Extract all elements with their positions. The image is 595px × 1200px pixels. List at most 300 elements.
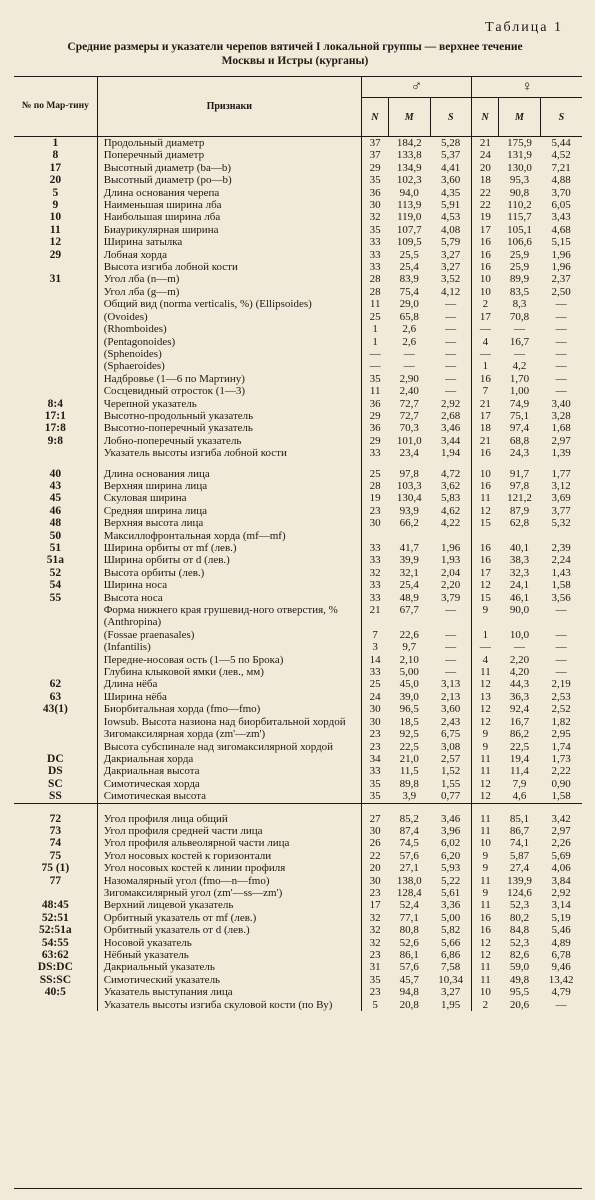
row-number: 5 (52, 186, 59, 199)
female-m: 106,6 (507, 236, 532, 249)
bottom-rule (14, 1188, 582, 1189)
table-row (14, 554, 582, 566)
male-m: 5,00 (399, 666, 419, 679)
female-s: 2,22 (551, 765, 571, 778)
female-n: 17 (472, 224, 499, 236)
male-m: 133,8 (396, 149, 422, 162)
female-m: 62,8 (509, 517, 530, 530)
table-row (14, 311, 582, 323)
female-m: 59,0 (509, 961, 530, 974)
female-n: 20 (472, 162, 499, 174)
row-sign: Назомалярный угол (fmo—n—fmo) (97, 875, 361, 887)
male-m: 21,0 (399, 752, 419, 765)
female-m: — (513, 641, 525, 654)
row-sign: (Rhomboides) (97, 323, 361, 335)
row-sign: Ширина затылка (97, 236, 361, 248)
table-row (14, 899, 582, 911)
row-number: 63 (49, 690, 62, 703)
female-m: 24,3 (509, 447, 530, 460)
male-n: 30 (361, 199, 388, 211)
female-m: 97,8 (509, 479, 530, 492)
table-row (14, 286, 582, 298)
column-header-m-female: M (499, 98, 541, 137)
female-s: 9,46 (551, 961, 571, 974)
male-m: 39,0 (399, 690, 419, 703)
male-n: 11 (361, 298, 388, 310)
male-s: 3,96 (440, 824, 461, 837)
female-s: 1,43 (551, 566, 571, 579)
row-number: 8 (52, 149, 59, 162)
row-number: SC (48, 777, 63, 790)
male-n: 32 (361, 567, 388, 579)
row-number: 73 (49, 824, 62, 837)
female-n: 16 (472, 542, 499, 554)
male-m: 20,8 (399, 998, 419, 1011)
male-s: 5,22 (440, 874, 461, 887)
male-m: 97,8 (399, 467, 419, 480)
female-n: 13 (472, 691, 499, 703)
male-n: 3 (361, 641, 388, 653)
row-number (14, 666, 97, 678)
female-m: 44,3 (509, 678, 530, 691)
male-m: 89,8 (399, 777, 419, 790)
male-s: 5,00 (440, 911, 461, 924)
male-s: 3,46 (440, 422, 461, 435)
row-number (14, 311, 97, 323)
row-sign: Угол лба (n—m) (97, 273, 361, 285)
row-sign: Общий вид (norma verticalis, %) (Ellipsoides) (97, 298, 361, 310)
male-n: 25 (361, 678, 388, 690)
male-s: 1,95 (440, 998, 461, 1011)
table-row (14, 691, 582, 703)
row-sign: Угол носовых костей к линии профиля (97, 862, 361, 874)
female-n: 16 (472, 480, 499, 492)
table-row (14, 579, 582, 591)
table-row (14, 604, 582, 629)
male-m: 39,9 (399, 554, 419, 567)
female-s: 2,50 (551, 285, 571, 298)
row-number: 17:8 (44, 422, 66, 435)
female-m: 124,6 (507, 886, 532, 899)
female-n: 12 (472, 505, 499, 517)
female-s: 7,21 (551, 161, 571, 174)
male-s: 3,27 (440, 248, 461, 261)
male-n: 34 (361, 753, 388, 765)
female-n: 11 (472, 899, 499, 911)
female-m: 175,9 (507, 137, 532, 149)
row-sign: Дакриальная высота (97, 765, 361, 777)
table-row (14, 875, 582, 887)
female-s: 3,40 (551, 397, 571, 410)
row-sign: Скуловая ширина (97, 492, 361, 504)
row-sign: Лобно-поперечный указатель (97, 435, 361, 447)
row-sign: Биаурикулярная ширина (97, 224, 361, 236)
male-n: 35 (361, 974, 388, 986)
male-m: 22,5 (399, 740, 419, 753)
male-m: 128,4 (396, 886, 422, 899)
female-n: 9 (472, 604, 499, 629)
female-m: — (513, 323, 525, 336)
male-n: 1 (361, 336, 388, 348)
male-m: 66,2 (399, 517, 419, 530)
male-m: 92,5 (399, 728, 419, 741)
male-n: 32 (361, 211, 388, 223)
male-n: 1 (361, 323, 388, 335)
male-m: 2,40 (399, 385, 419, 398)
row-sign: Высотно-продольный указатель (97, 410, 361, 422)
female-n: 17 (472, 311, 499, 323)
row-number: 62 (49, 678, 62, 691)
female-m: 46,1 (509, 591, 530, 604)
male-m (388, 530, 430, 542)
male-n: 23 (361, 949, 388, 961)
row-number: 54 (49, 579, 62, 592)
male-m: 72,7 (399, 409, 419, 422)
female-s: 3,70 (551, 186, 571, 199)
female-n: — (472, 323, 499, 335)
female-m: 115,7 (507, 211, 532, 224)
female-s: 2,97 (551, 824, 571, 837)
row-sign: Наибольшая ширина лба (97, 211, 361, 223)
female-m: 25,9 (509, 261, 530, 274)
table-row (14, 790, 582, 803)
male-n: 20 (361, 862, 388, 874)
table-row (14, 435, 582, 447)
female-n: 17 (472, 567, 499, 579)
table-row (14, 567, 582, 579)
female-m: 7,9 (512, 777, 527, 790)
female-s: — (555, 323, 567, 336)
male-s: 5,91 (440, 199, 461, 212)
female-m: 25,9 (509, 248, 530, 261)
male-s: 6,20 (440, 849, 461, 862)
table-caption: Средние размеры и указатели черепов вятичей I локальной группы — верхнее течение Москвы и Истры (курганы) (67, 41, 523, 67)
row-number: 46 (49, 504, 62, 517)
female-m: 92,4 (509, 703, 530, 716)
male-n: 35 (361, 174, 388, 186)
row-number: 75 (49, 849, 62, 862)
male-s: 5,66 (440, 936, 461, 949)
row-sign: Высота изгиба лобной кости (97, 261, 361, 273)
female-s: — (555, 641, 567, 654)
male-s: 2,68 (440, 409, 461, 422)
female-s: 3,12 (551, 479, 571, 492)
table-row (14, 999, 582, 1011)
female-m: 82,6 (509, 949, 530, 961)
female-m: 110,2 (507, 199, 532, 212)
female-s: 5,15 (551, 236, 571, 249)
row-sign: Указатель высоты изгиба скуловой кости (по Ву) (97, 999, 361, 1011)
male-m: 9,7 (402, 641, 417, 654)
row-sign: Форма нижнего края грушевид-ного отверстия, % (Anthropina) (97, 604, 361, 629)
female-m: 1,00 (509, 385, 530, 398)
male-s: 5,82 (440, 924, 461, 937)
male-m: 72,7 (399, 397, 419, 410)
male-n: 28 (361, 480, 388, 492)
table-row (14, 654, 582, 666)
row-number (14, 741, 97, 753)
male-s: 5,37 (440, 149, 461, 162)
table-row (14, 385, 582, 397)
table-row (14, 641, 582, 653)
row-number: 55 (49, 591, 62, 604)
row-number (14, 323, 97, 335)
table-row (14, 592, 582, 604)
male-n: 31 (361, 961, 388, 973)
row-sign: (Sphenoides) (97, 348, 361, 360)
row-sign: Орбитный указатель от d (лев.) (97, 924, 361, 936)
female-m: 52,3 (509, 936, 530, 949)
female-m: 10,0 (509, 628, 530, 641)
female-n: 15 (472, 592, 499, 604)
female-n: 18 (472, 422, 499, 434)
column-header-number: № по Мар-тину (14, 77, 97, 137)
row-sign: Зигомаксилярная хорда (zm'—zm') (97, 728, 361, 740)
row-number (14, 641, 97, 653)
table-row (14, 249, 582, 261)
male-n: 23 (361, 728, 388, 740)
female-s: 3,56 (551, 591, 571, 604)
male-s: 3,79 (440, 591, 461, 604)
female-n: 1 (472, 360, 499, 372)
male-m: 2,10 (399, 653, 419, 666)
male-n: 23 (361, 741, 388, 753)
female-s: 3,28 (551, 409, 571, 422)
male-m: 134,9 (396, 161, 422, 174)
female-s: 3,84 (551, 874, 571, 887)
female-m: 2,20 (509, 653, 530, 666)
row-number: 77 (49, 874, 62, 887)
female-m: 105,1 (507, 223, 532, 236)
male-n: 33 (361, 249, 388, 261)
male-s: 1,94 (440, 447, 461, 460)
male-s: 5,93 (440, 862, 461, 875)
row-sign: Длина основания лица (97, 460, 361, 480)
female-s: 1,58 (551, 790, 571, 803)
row-sign: Длина основания черепа (97, 187, 361, 199)
female-m: 22,5 (509, 740, 530, 753)
female-s: 4,79 (551, 986, 571, 999)
row-number: 52:51 (41, 911, 69, 924)
male-s: 1,93 (440, 554, 461, 567)
table-row (14, 850, 582, 862)
female-n: 12 (472, 716, 499, 728)
row-sign: Iowsub. Высота назиона над биорбитальной хордой (97, 716, 361, 728)
female-m: 121,2 (507, 492, 532, 505)
female-n: 18 (472, 174, 499, 186)
female-n: 11 (472, 803, 499, 825)
female-m: 74,1 (509, 837, 530, 850)
row-number: 31 (49, 273, 62, 286)
female-n: 9 (472, 887, 499, 899)
male-s: 3,60 (440, 703, 461, 716)
female-s: 1,68 (551, 422, 571, 435)
row-number: 51 (49, 542, 62, 554)
row-sign: Высота носа (97, 592, 361, 604)
male-m: 101,0 (396, 434, 422, 447)
female-m: 75,1 (509, 409, 530, 422)
female-s: — (555, 372, 567, 385)
male-m: 74,5 (399, 837, 419, 850)
female-n: 22 (472, 199, 499, 211)
row-sign: Средняя ширина лица (97, 505, 361, 517)
column-header-s-female: S (540, 98, 582, 137)
female-s: 2,53 (551, 690, 571, 703)
female-n: 10 (472, 986, 499, 998)
row-number: SS (48, 790, 62, 803)
female-m (499, 530, 541, 542)
female-m: 8,3 (512, 298, 527, 311)
male-s: — (445, 310, 457, 323)
female-s: — (555, 360, 567, 373)
table-row (14, 716, 582, 728)
male-m: 48,9 (399, 591, 419, 604)
table-label: Таблица 1 (485, 20, 563, 35)
male-n: 30 (361, 716, 388, 728)
male-m: 113,9 (397, 199, 422, 212)
row-sign: Ширина нёба (97, 691, 361, 703)
female-m: 11,4 (510, 765, 529, 778)
male-m: 94,8 (399, 986, 419, 999)
female-n: 16 (472, 554, 499, 566)
row-number (14, 348, 97, 360)
female-m: 68,8 (509, 434, 530, 447)
row-sign: Симотический указатель (97, 974, 361, 986)
male-n: 25 (361, 460, 388, 480)
female-n: 15 (472, 517, 499, 529)
row-sign: (Fossae praenasales) (97, 629, 361, 641)
male-n: 11 (361, 385, 388, 397)
table-row (14, 162, 582, 174)
row-number: 10 (49, 211, 62, 224)
table-row (14, 986, 582, 998)
female-s: — (555, 604, 567, 617)
row-number (14, 716, 97, 728)
female-s: 2,39 (551, 542, 571, 554)
row-number: 17 (49, 161, 62, 174)
male-n: 26 (361, 837, 388, 849)
table-row (14, 137, 582, 150)
male-n: 36 (361, 422, 388, 434)
male-n: 33 (361, 447, 388, 459)
row-number: 52 (49, 566, 62, 579)
male-s: — (445, 604, 457, 617)
male-s: 4,22 (440, 517, 461, 530)
female-n: 16 (472, 924, 499, 936)
female-n: 11 (472, 753, 499, 765)
male-s: 4,08 (440, 223, 461, 236)
male-s: 5,79 (440, 236, 461, 249)
female-m: 86,2 (509, 728, 530, 741)
table-row (14, 961, 582, 973)
row-sign: Ширина орбиты от mf (лев.) (97, 542, 361, 554)
female-s: 1,73 (551, 752, 571, 765)
male-m: 85,2 (388, 803, 430, 825)
row-sign: Верхний лицевой указатель (97, 899, 361, 911)
male-n: 29 (361, 162, 388, 174)
male-m: 57,6 (399, 849, 419, 862)
female-s: 4,52 (551, 149, 571, 162)
row-number: 9 (52, 199, 59, 212)
male-n: 35 (361, 373, 388, 385)
table-row (14, 298, 582, 310)
female-m: 95,3 (509, 174, 530, 187)
row-number (14, 385, 97, 397)
female-n: 16 (472, 236, 499, 248)
female-m: 83,5 (509, 285, 530, 298)
column-header-n-male: N (361, 98, 388, 137)
male-n: 30 (361, 825, 388, 837)
column-header-sign: Признаки (97, 77, 361, 137)
male-s: 3,13 (440, 678, 461, 691)
female-n: — (472, 348, 499, 360)
male-n: 37 (361, 149, 388, 161)
row-sign: Носовой указатель (97, 937, 361, 949)
table-row (14, 348, 582, 360)
male-n: 17 (361, 899, 388, 911)
row-number (14, 286, 97, 298)
female-s: 1,96 (551, 248, 571, 261)
table-row (14, 422, 582, 434)
female-s: 2,26 (551, 837, 571, 850)
male-n: 36 (361, 187, 388, 199)
row-number: 12 (49, 236, 62, 249)
row-sign: Дакриальная хорда (97, 753, 361, 765)
male-s: 3,08 (440, 740, 461, 753)
table-row (14, 837, 582, 849)
row-sign: Угол профиля средней части лица (97, 825, 361, 837)
table-row (14, 236, 582, 248)
female-s: — (555, 310, 567, 323)
row-sign: Верхняя высота лица (97, 517, 361, 529)
female-n: 12 (472, 579, 499, 591)
male-m: 94,0 (399, 186, 419, 199)
column-header-n-female: N (472, 98, 499, 137)
male-m: 22,6 (399, 628, 419, 641)
male-m: 119,0 (397, 211, 422, 224)
male-s: 2,20 (440, 579, 461, 592)
row-sign: Орбитный указатель от mf (лев.) (97, 912, 361, 924)
male-s: 4,41 (440, 161, 461, 174)
table-row (14, 778, 582, 790)
row-number: 40 (49, 467, 62, 480)
female-n: — (472, 641, 499, 653)
female-n: 11 (472, 765, 499, 777)
female-n: 1 (472, 629, 499, 641)
table-row (14, 517, 582, 529)
female-s: 4,89 (551, 936, 571, 949)
male-s: — (445, 323, 457, 336)
female-s: 2,24 (551, 554, 571, 567)
female-s: 5,19 (551, 911, 571, 924)
table-row (14, 398, 582, 410)
row-sign: Угол профиля альвеолярной части лица (97, 837, 361, 849)
female-s: 1,39 (551, 447, 571, 460)
male-m: 83,9 (399, 273, 419, 286)
table-row (14, 199, 582, 211)
female-symbol-icon: ♀ (472, 77, 582, 98)
male-n: 37 (361, 137, 388, 150)
female-m: 24,1 (509, 579, 530, 592)
male-m: — (403, 347, 415, 360)
table-row (14, 949, 582, 961)
table-row (14, 410, 582, 422)
row-sign: Высотный диаметр (ba—b) (97, 162, 361, 174)
female-m: 90,8 (509, 186, 530, 199)
table-row (14, 887, 582, 899)
female-n: 4 (472, 336, 499, 348)
row-sign: Передне-носовая ость (1—5 по Брока) (97, 654, 361, 666)
